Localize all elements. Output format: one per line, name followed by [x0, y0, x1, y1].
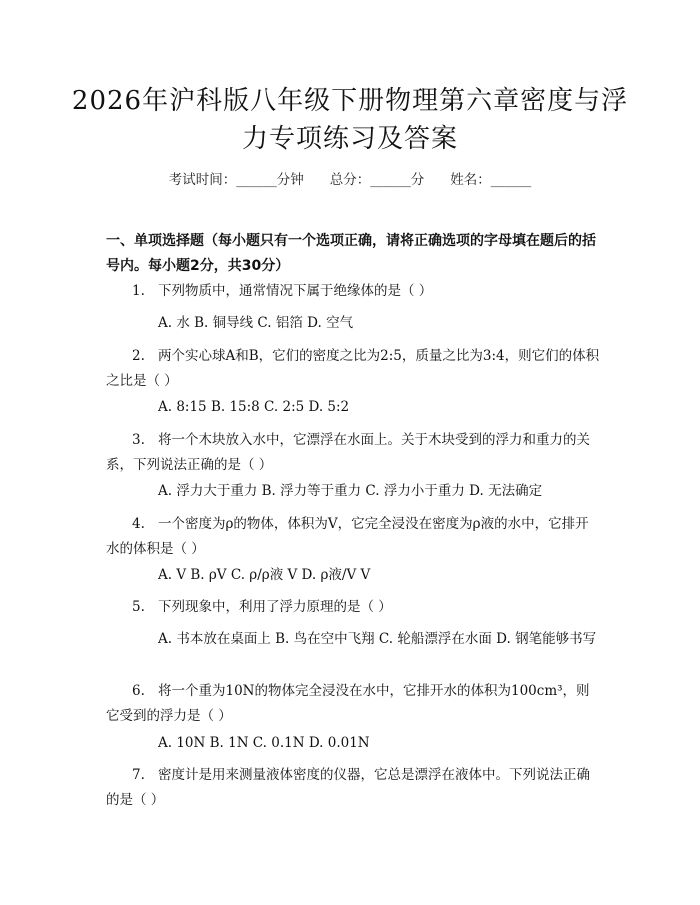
question-text: 两个实心球A和B，它们的密度之比为2:5，质量之比为3:4，则它们的体积之比是（ ） [106, 348, 600, 389]
document-title: 2026年沪科版八年级下册物理第六章密度与浮力专项练习及答案 [71, 86, 629, 154]
question-stem [106, 763, 602, 813]
question-stem [106, 679, 602, 729]
exam-time-field: 考试时间：______分钟 [168, 172, 304, 188]
question-stem [106, 428, 602, 478]
question-text: 密度计是用来测量液体密度的仪器，它总是漂浮在液体中。下列说法正确的是（ ） [106, 767, 590, 808]
question-text: 将一个重为10N的物体完全浸没在水中，它排开水的体积为100cm³，则它受到的浮力是（ ） [106, 683, 590, 724]
question-options: A. 水 B. 铜导线 C. 铝箔 D. 空气 [158, 315, 354, 331]
total-score-field: 总分：______分 [329, 172, 425, 188]
question-stem [106, 344, 602, 394]
student-name-field: 姓名：______ [450, 172, 532, 188]
question-options: A. 10N B. 1N C. 0.1N D. 0.01N [158, 735, 370, 751]
question-stem [106, 279, 602, 304]
question-text: 将一个木块放入水中，它漂浮在水面上。关于木块受到的浮力和重力的关系，下列说法正确的是（ ） [106, 432, 590, 473]
question-number: 3. [132, 432, 145, 448]
question-options: A. 8:15 B. 15:8 C. 2:5 D. 5:2 [158, 399, 350, 415]
question-number: 7. [132, 767, 145, 783]
question-stem [106, 595, 602, 620]
question-stem [106, 512, 602, 562]
section-heading: 一、单项选择题（每小题只有一个选项正确，请将正确选项的字母填在题后的括号内。每小题2分，共30分） [106, 233, 596, 274]
question-number: 5. [132, 599, 145, 615]
exam-meta-line [0, 168, 700, 188]
question-text: 一个密度为ρ的物体，体积为V，它完全浸没在密度为ρ液的水中，它排开水的体积是（ ） [106, 516, 589, 557]
question-number: 2. [132, 348, 145, 364]
question-number: 4. [132, 516, 145, 532]
question-text: 下列物质中，通常情况下属于绝缘体的是（ ） [158, 283, 433, 299]
question-options: A. V B. ρV C. ρ/ρ液 V D. ρ液/V V [158, 567, 371, 583]
question-options: A. 书本放在桌面上 B. 鸟在空中飞翔 C. 轮船漂浮在水面 D. 钢笔能够书写 [158, 631, 597, 647]
question-text: 下列现象中，利用了浮力原理的是（ ） [158, 599, 392, 615]
question-options: A. 浮力大于重力 B. 浮力等于重力 C. 浮力小于重力 D. 无法确定 [158, 483, 543, 499]
question-number: 1. [132, 283, 145, 299]
question-number: 6. [132, 683, 145, 699]
